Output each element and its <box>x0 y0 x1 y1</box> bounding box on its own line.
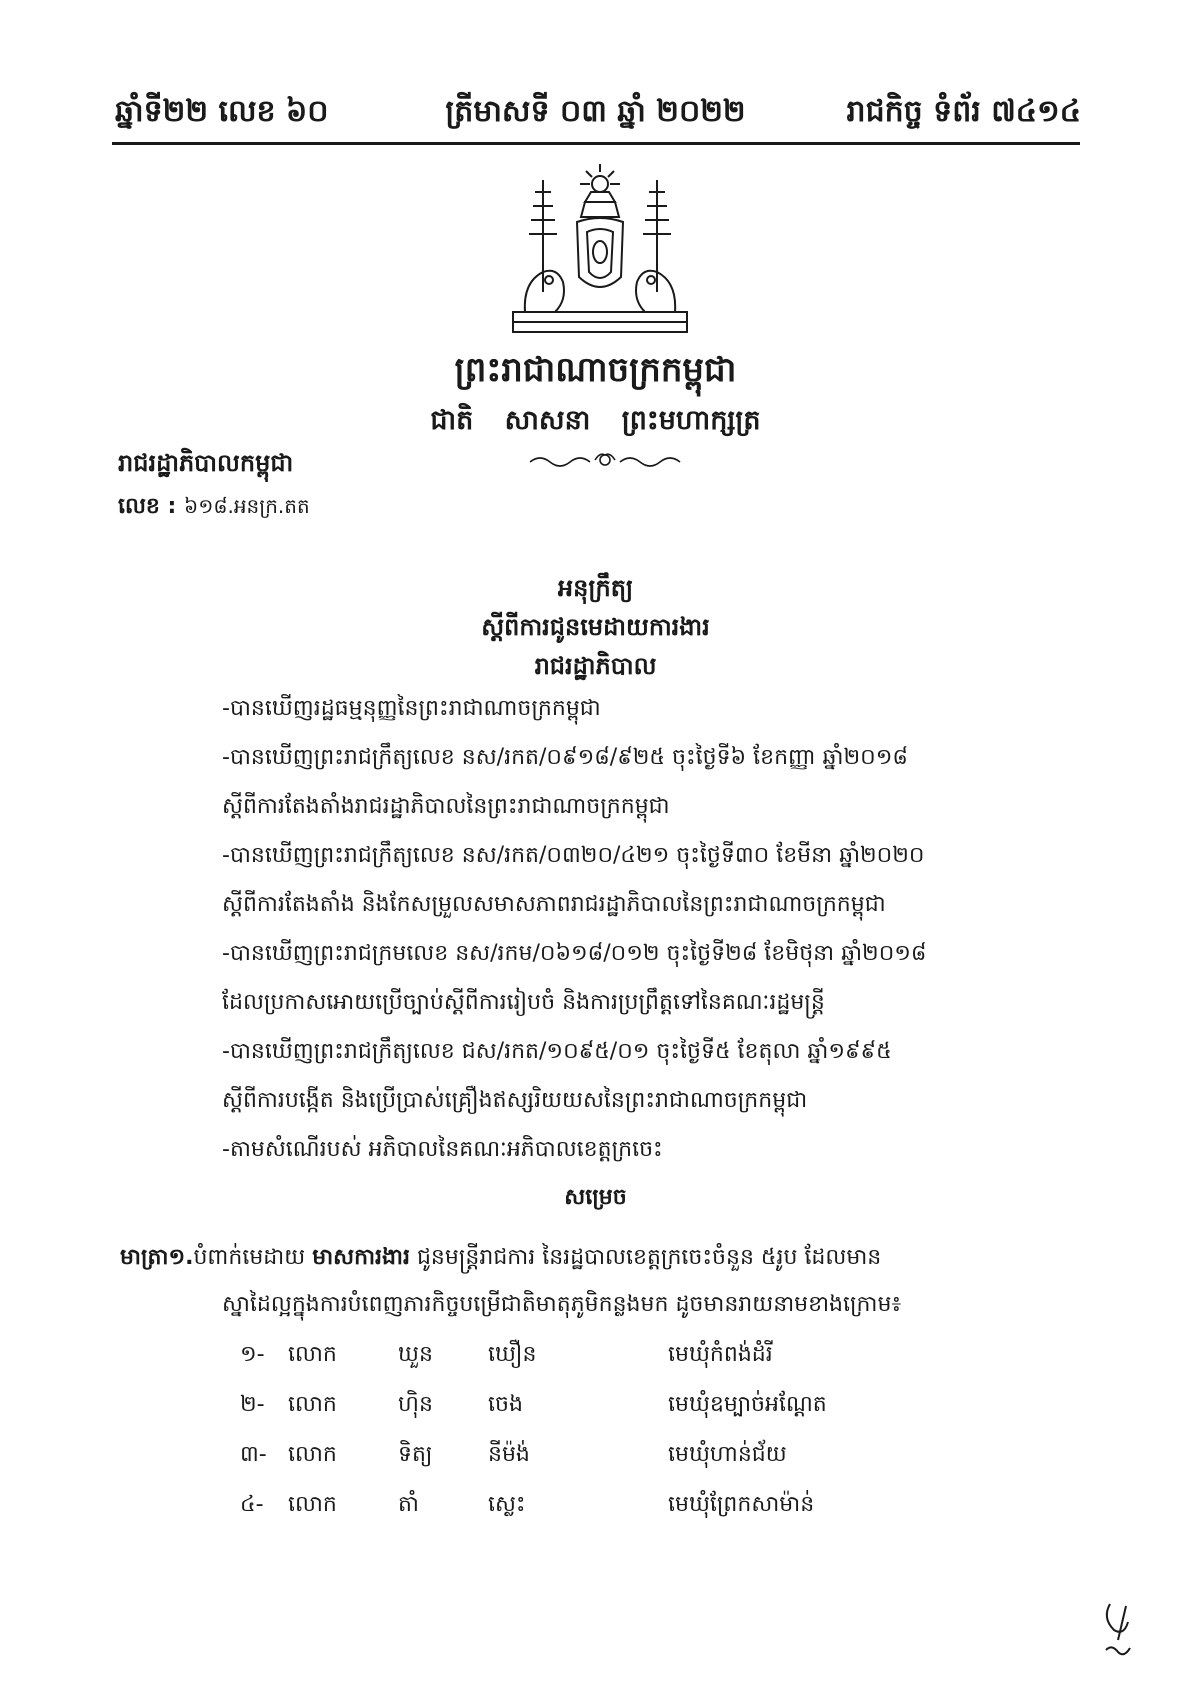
header-divider <box>112 142 1080 145</box>
recipient-given-name: នីម៉ង់ <box>488 1442 530 1467</box>
recipient-row <box>0 1440 1191 1476</box>
header-gazette-page: រាជកិច្ច ទំព័រ ៧៤១៤ <box>846 94 1081 129</box>
recipient-position: មេឃុំឧម្បាច់អណ្តែត <box>668 1392 827 1417</box>
header-quarter: ត្រីមាសទី ០៣ ឆ្នាំ ២០២២ <box>445 94 746 129</box>
header-year-issue: ឆ្នាំទី២២ លេខ ៦០ <box>115 94 329 129</box>
article-1-continued: ស្នាដៃល្អក្នុងការបំពេញភារកិច្ចបម្រើជាតិមាតុភូមិកន្លងមក ដូចមានរាយនាមខាងក្រោម៖ <box>222 1292 902 1317</box>
recipient-surname: ឃួន <box>398 1342 433 1367</box>
recipient-position: មេឃុំព្រែកសាម៉ាន់ <box>668 1492 815 1517</box>
preamble-line: -បានឃើញព្រះរាជក្រឹត្យលេខ ជស/រកត/១០៩៥/០១ ចុះថ្ងៃទី៥ ខែតុលា ឆ្នាំ១៩៩៥ <box>222 1039 892 1064</box>
recipient-number: ៤- <box>240 1492 264 1517</box>
article-text: ជូនមន្ត្រីរាជការ នៃរដ្ឋបាលខេត្តក្រចេះចំនួន ៥រូប ដែលមាន <box>409 1245 882 1270</box>
article-text: បំពាក់មេដាយ <box>193 1245 313 1270</box>
ornament-divider-icon <box>525 448 685 472</box>
document-authority: រាជរដ្ឋាភិបាល <box>534 652 657 680</box>
recipient-given-name: ស្លេះ <box>488 1492 526 1517</box>
preamble-line: ស្តីពីការបង្កើត និងប្រើប្រាស់គ្រឿងឥស្សរិយយសនៃព្រះរាជាណាចក្រកម្ពុជា <box>222 1088 808 1113</box>
preamble-line: -តាមសំណើរបស់ អភិបាលនៃគណៈអភិបាលខេត្តក្រចេះ <box>222 1137 663 1162</box>
recipient-given-name: ចេង <box>488 1392 523 1417</box>
article-1 <box>120 1243 881 1275</box>
preamble-line: -បានឃើញព្រះរាជក្រមលេខ នស/រកម/០៦១៨/០១២ ចុះថ្ងៃទី២៨ ខែមិថុនា ឆ្នាំ២០១៨ <box>222 941 927 966</box>
document-subject: ស្តីពីការជូនមេដាយការងារ <box>481 613 710 641</box>
preamble-line: -បានឃើញព្រះរាជក្រឹត្យលេខ នស/រកត/០៩១៨/៩២៥ ចុះថ្ងៃទី៦ ខែកញ្ញា ឆ្នាំ២០១៨ <box>222 745 908 770</box>
document-type: អនុក្រឹត្យ <box>557 574 634 602</box>
medal-name: មាសការងារ <box>312 1245 410 1270</box>
recipient-number: ៣- <box>240 1442 267 1467</box>
recipient-number: ២- <box>240 1392 265 1417</box>
recipient-surname: ទិត្យ <box>398 1442 433 1467</box>
decision-heading: សម្រេច <box>564 1185 627 1210</box>
document-number-label: លេខ : <box>118 494 177 519</box>
initials-signature-icon <box>1098 1600 1138 1660</box>
preamble-line: -បានឃើញព្រះរាជក្រឹត្យលេខ នស/រកត/០៣២០/៤២១ ចុះថ្ងៃទី៣០ ខែមីនា ឆ្នាំ២០២០ <box>222 843 925 868</box>
recipient-number: ១- <box>240 1342 265 1367</box>
recipient-given-name: ឃឿន <box>488 1342 537 1367</box>
recipient-surname: ហ៊ិន <box>398 1392 433 1417</box>
national-motto: ជាតិ សាសនា ព្រះមហាក្សត្រ <box>430 405 761 436</box>
document-number-value: ៦១៨.អនក្រ.តត <box>184 494 310 518</box>
article-label: មាត្រា១. <box>120 1245 194 1270</box>
document-number <box>118 492 310 524</box>
recipient-row <box>0 1340 1191 1376</box>
recipient-title: លោក <box>288 1392 337 1417</box>
royal-coat-of-arms-icon <box>505 162 695 337</box>
recipient-row <box>0 1390 1191 1426</box>
issuer-name: រាជរដ្ឋាភិបាលកម្ពុជា <box>118 449 294 477</box>
kingdom-name: ព្រះរាជាណាចក្រកម្ពុជា <box>454 350 737 390</box>
recipient-row <box>0 1490 1191 1526</box>
preamble-line: ស្តីពីការតែងតាំងរាជរដ្ឋាភិបាលនៃព្រះរាជាណាចក្រកម្ពុជា <box>222 794 670 819</box>
recipient-title: លោក <box>288 1342 337 1367</box>
preamble-line: -បានឃើញរដ្ឋធម្មនុញ្ញនៃព្រះរាជាណាចក្រកម្ពុជា <box>222 696 601 721</box>
recipient-title: លោក <box>288 1442 337 1467</box>
recipient-surname: តាំ <box>398 1492 419 1517</box>
recipient-title: លោក <box>288 1492 337 1517</box>
preamble-line: ស្តីពីការតែងតាំង និងកែសម្រួលសមាសភាពរាជរដ្ឋាភិបាលនៃព្រះរាជាណាចក្រកម្ពុជា <box>222 892 886 917</box>
recipient-position: មេឃុំកំពង់ដំរី <box>668 1342 773 1367</box>
recipient-position: មេឃុំហាន់ជ័យ <box>668 1442 787 1467</box>
preamble-line: ដែលប្រកាសអោយប្រើច្បាប់ស្តីពីការរៀបចំ និងការប្រព្រឹត្តទៅនៃគណៈរដ្ឋមន្ត្រី <box>222 990 825 1015</box>
